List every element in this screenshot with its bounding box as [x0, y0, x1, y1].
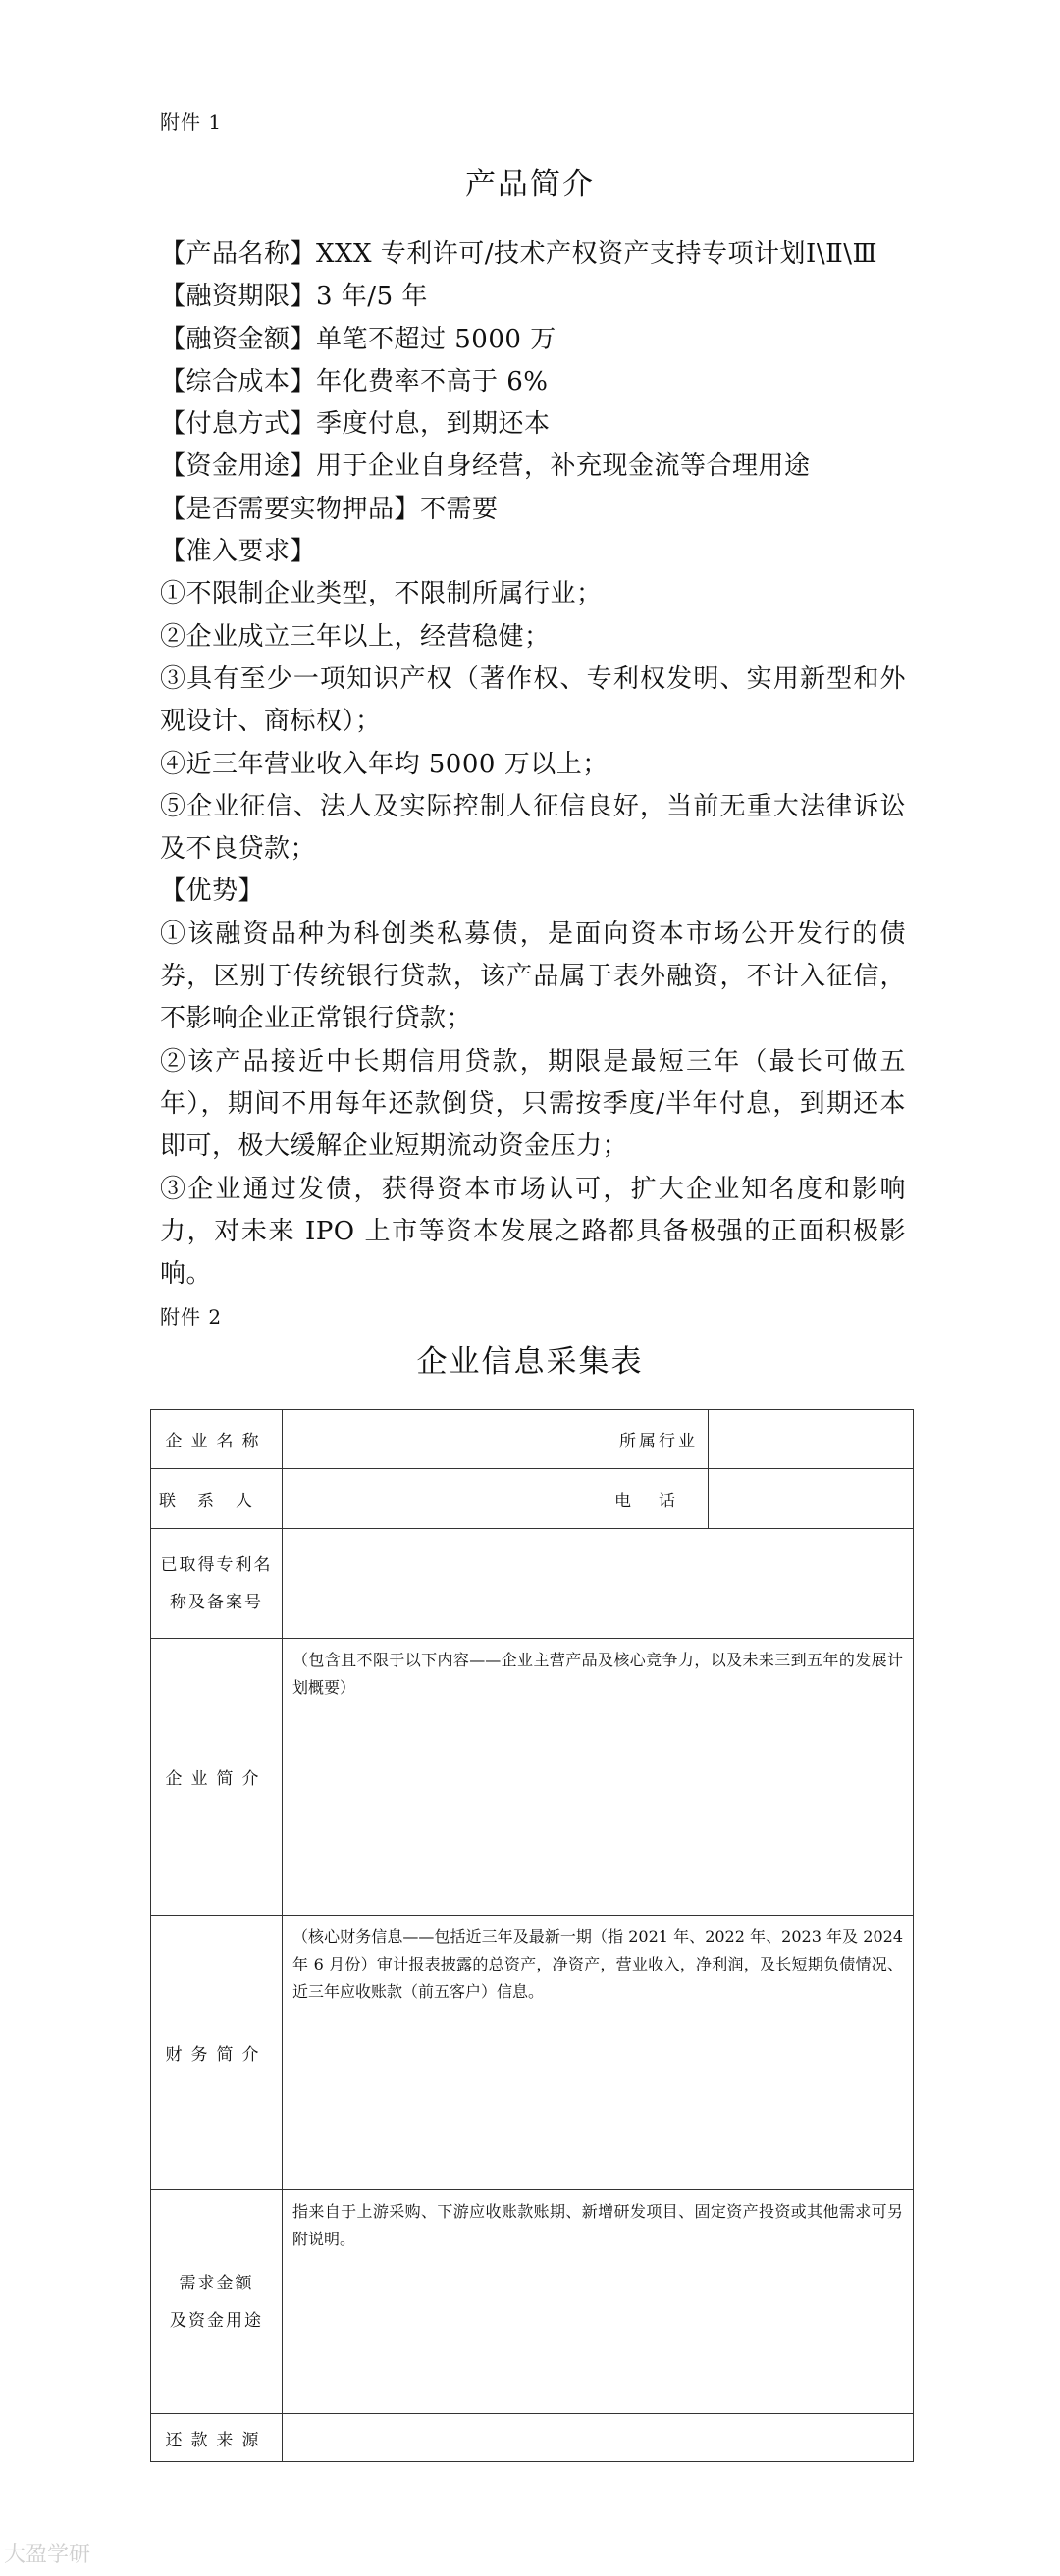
company-name-label: 企业名称	[151, 1410, 283, 1469]
requirement-3: ③具有至少一项知识产权（著作权、专利权发明、实用新型和外观设计、商标权）；	[160, 663, 906, 737]
demand-label-line-1: 需求金额	[179, 2273, 254, 2293]
financing-term-line: 【融资期限】3 年/5 年	[160, 282, 428, 312]
phone-field[interactable]	[709, 1469, 914, 1529]
industry-field[interactable]	[709, 1410, 914, 1469]
finance-intro-field[interactable]: （核心财务信息——包括近三年及最新一期（指 2021 年、2022 年、2023 年及 2024 年 6 月份）审计报表披露的总资产，净资产，营业收入，净利润，及长短期负债情况、近三年应收账款（前五客户）信息。	[283, 1916, 914, 2190]
fund-usage-line: 【资金用途】用于企业自身经营，补充现金流等合理用途	[160, 451, 811, 482]
patent-label-line-1: 已取得专利名	[160, 1554, 273, 1575]
advantage-1: ①该融资品种为科创类私募债，是面向资本市场公开发行的债券，区别于传统银行贷款，该产品属于表外融资，不计入征信，不影响企业正常银行贷款；	[160, 919, 906, 1034]
repayment-source-label: 还款来源	[151, 2414, 283, 2462]
product-intro-title: 产品简介	[465, 167, 595, 202]
company-name-field[interactable]	[283, 1410, 610, 1469]
patent-label	[151, 1529, 283, 1639]
company-intro-field[interactable]: （包含且不限于以下内容——企业主营产品及核心竞争力，以及未来三到五年的发展计划概要）	[283, 1639, 914, 1916]
product-intro-body	[160, 234, 906, 1295]
advantage-3: ③企业通过发债，获得资本市场认可，扩大企业知名度和影响力，对未来 IPO 上市等资本发展之路都具备极强的正面积极影响。	[160, 1174, 906, 1289]
advantage-2: ②该产品接近中长期信用贷款，期限是最短三年（最长可做五年），期间不用每年还款倒贷，只需按季度/半年付息，到期还本即可，极大缓解企业短期流动资金压力；	[160, 1046, 906, 1162]
attachment-2-label: 附件 2	[160, 1305, 223, 1329]
admission-header: 【准入要求】	[160, 537, 317, 567]
attachment-1-label: 附件 1	[160, 110, 223, 133]
company-info-form	[150, 1409, 914, 2462]
phone-label: 电话	[610, 1469, 709, 1529]
cost-line: 【综合成本】年化费率不高于 6%	[160, 366, 549, 396]
patent-label-line-2: 称及备案号	[170, 1592, 263, 1612]
requirement-1: ①不限制企业类型，不限制所属行业；	[160, 579, 603, 609]
info-form-title: 企业信息采集表	[416, 1344, 644, 1380]
contact-label: 联系人	[151, 1469, 283, 1529]
demand-label-line-2: 及资金用途	[170, 2310, 263, 2331]
collateral-line: 【是否需要实物押品】不需要	[160, 494, 499, 524]
demand-label	[151, 2190, 283, 2414]
watermark-logo: 大盈学研	[4, 2543, 91, 2567]
requirement-4: ④近三年营业收入年均 5000 万以上；	[160, 749, 609, 779]
patent-field[interactable]	[283, 1529, 914, 1639]
product-name-line: 【产品名称】XXX 专利许可/技术产权资产支持专项计划Ⅰ\Ⅱ\Ⅲ	[160, 239, 878, 269]
requirement-5: ⑤企业征信、法人及实际控制人征信良好，当前无重大法律诉讼及不良贷款；	[160, 791, 906, 865]
interest-method-line: 【付息方式】季度付息，到期还本	[160, 409, 551, 440]
company-intro-label: 企业简介	[151, 1639, 283, 1916]
industry-label: 所属行业	[610, 1410, 709, 1469]
finance-intro-label: 财务简介	[151, 1916, 283, 2190]
financing-amount-line: 【融资金额】单笔不超过 5000 万	[160, 324, 556, 354]
contact-field[interactable]	[283, 1469, 610, 1529]
repayment-source-field[interactable]	[283, 2414, 914, 2462]
demand-field[interactable]: 指来自于上游采购、下游应收账款账期、新增研发项目、固定资产投资或其他需求可另附说明。	[283, 2190, 914, 2414]
requirement-2: ②企业成立三年以上，经营稳健；	[160, 621, 551, 652]
advantage-header: 【优势】	[160, 876, 265, 907]
